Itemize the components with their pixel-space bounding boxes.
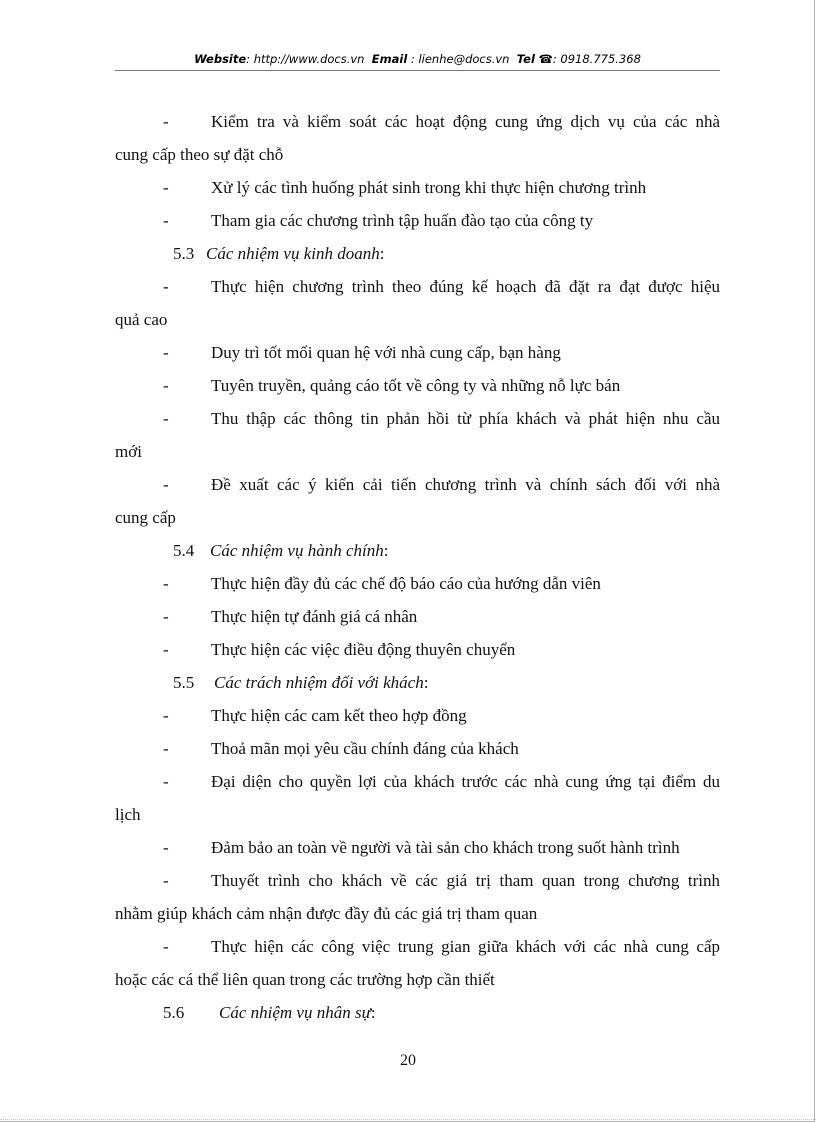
bullet-text: Đề xuất các ý kiến cải tiến chương trình và chính sách đối với nhà xyxy=(211,475,720,494)
bullet-dash: - xyxy=(163,277,169,296)
website-label: Website xyxy=(194,52,247,66)
continuation-text: mới xyxy=(115,442,142,461)
website-value: : http://www.docs.vn xyxy=(246,52,365,66)
bullet-dash: - xyxy=(163,211,169,230)
bullet-item xyxy=(115,270,720,303)
document-body xyxy=(115,105,720,1029)
bullet-dash: - xyxy=(163,772,169,791)
bullet-dash: - xyxy=(163,640,169,659)
bullet-item xyxy=(115,732,720,765)
bullet-item xyxy=(115,336,720,369)
bullet-text: Thực hiện các công việc trung gian giữa khách với các nhà cung cấp xyxy=(211,937,720,956)
bullet-dash: - xyxy=(163,706,169,725)
bullet-dash: - xyxy=(163,409,169,428)
bullet-dash: - xyxy=(163,376,169,395)
bullet-item xyxy=(115,765,720,798)
section-title-wrap xyxy=(214,666,428,699)
page-bottom-edge xyxy=(0,1119,816,1120)
bullet-dash: - xyxy=(163,178,169,197)
bullet-dash: - xyxy=(163,112,169,131)
bullet-text: Duy trì tốt mối quan hệ với nhà cung cấp, bạn hàng xyxy=(211,343,561,362)
bullet-item xyxy=(115,864,720,897)
bullet-text: Tuyên truyền, quảng cáo tốt về công ty và những nỗ lực bán xyxy=(211,376,621,395)
bullet-text: Đại diện cho quyền lợi của khách trước các nhà cung ứng tại điểm du xyxy=(211,772,720,791)
section-number: 5.5 xyxy=(173,673,195,692)
bullet-item xyxy=(115,699,720,732)
section-title: Các nhiệm vụ hành chính xyxy=(210,541,384,560)
bullet-item xyxy=(115,633,720,666)
continuation-text: hoặc các cá thể liên quan trong các trường hợp cần thiết xyxy=(115,970,495,989)
bullet-dash: - xyxy=(163,574,169,593)
section-title: Các nhiệm vụ nhân sự xyxy=(219,1003,371,1022)
bullet-item xyxy=(115,105,720,138)
section-colon: : xyxy=(423,673,429,692)
bullet-text: Thực hiện các cam kết theo hợp đồng xyxy=(211,706,467,725)
bullet-item xyxy=(115,831,720,864)
bullet-text: Thoả mãn mọi yêu cầu chính đáng của khách xyxy=(211,739,519,758)
bullet-dash: - xyxy=(163,937,169,956)
header-rule xyxy=(115,70,720,71)
bullet-text: Thực hiện các việc điều động thuyên chuyển xyxy=(211,640,516,659)
continuation-text: cung cấp theo sự đặt chỗ xyxy=(115,145,284,164)
section-number: 5.4 xyxy=(173,541,195,560)
bullet-item xyxy=(115,567,720,600)
bullet-dash: - xyxy=(163,475,169,494)
section-heading xyxy=(115,237,720,270)
bullet-text: Đảm bảo an toàn về người và tài sản cho khách trong suốt hành trình xyxy=(211,838,680,857)
section-number: 5.6 xyxy=(163,1003,185,1022)
page-number: 20 xyxy=(400,1052,416,1069)
bullet-dash: - xyxy=(163,739,169,758)
bullet-text: Thực hiện chương trình theo đúng kế hoạch đã đặt ra đạt được hiệu xyxy=(211,277,720,296)
bullet-item xyxy=(115,600,720,633)
bullet-item xyxy=(115,171,720,204)
bullet-text: Thực hiện tự đánh giá cá nhân xyxy=(211,607,418,626)
continuation-text: lịch xyxy=(115,805,141,824)
continuation-text: nhằm giúp khách cảm nhận được đầy đủ các giá trị tham quan xyxy=(115,904,538,923)
section-heading xyxy=(115,666,720,699)
section-title-wrap xyxy=(206,237,384,270)
section-colon: : xyxy=(370,1003,376,1022)
bullet-item xyxy=(115,930,720,963)
continuation-text: quả cao xyxy=(115,310,168,329)
section-title-wrap xyxy=(210,534,388,567)
bullet-text: Thực hiện đầy đủ các chế độ báo cáo của hướng dẫn viên xyxy=(211,574,601,593)
bullet-dash: - xyxy=(163,871,169,890)
phone-icon: ☎ xyxy=(538,52,553,66)
bullet-item xyxy=(115,204,720,237)
continuation-text: cung cấp xyxy=(115,508,176,527)
tel-label: Tel xyxy=(516,52,535,66)
section-colon: : xyxy=(383,541,389,560)
bullet-dash: - xyxy=(163,343,169,362)
section-colon: : xyxy=(379,244,385,263)
bullet-item xyxy=(115,369,720,402)
bullet-text: Thu thập các thông tin phản hồi từ phía khách và phát hiện nhu cầu xyxy=(211,409,720,428)
bullet-text: Tham gia các chương trình tập huấn đào tạo của công ty xyxy=(211,211,594,230)
bullet-text: Kiểm tra và kiểm soát các hoạt động cung ứng dịch vụ của các nhà xyxy=(211,112,720,131)
section-heading xyxy=(115,534,720,567)
bullet-item xyxy=(115,402,720,435)
bullet-item xyxy=(115,468,720,501)
bullet-text: Thuyết trình cho khách về các giá trị tham quan trong chương trình xyxy=(211,871,720,890)
section-title-wrap xyxy=(219,996,376,1029)
section-title: Các trách nhiệm đối với khách xyxy=(214,673,424,692)
page-header xyxy=(115,52,720,66)
section-number: 5.3 xyxy=(173,244,195,263)
section-title: Các nhiệm vụ kinh doanh xyxy=(206,244,380,263)
bullet-text: Xử lý các tình huống phát sinh trong khi thực hiện chương trình xyxy=(211,178,647,197)
tel-value: : 0918.775.368 xyxy=(552,52,641,66)
section-heading xyxy=(115,996,720,1029)
email-value: : lienhe@docs.vn xyxy=(407,52,510,66)
email-label: Email xyxy=(371,52,408,66)
bullet-dash: - xyxy=(163,607,169,626)
bullet-dash: - xyxy=(163,838,169,857)
